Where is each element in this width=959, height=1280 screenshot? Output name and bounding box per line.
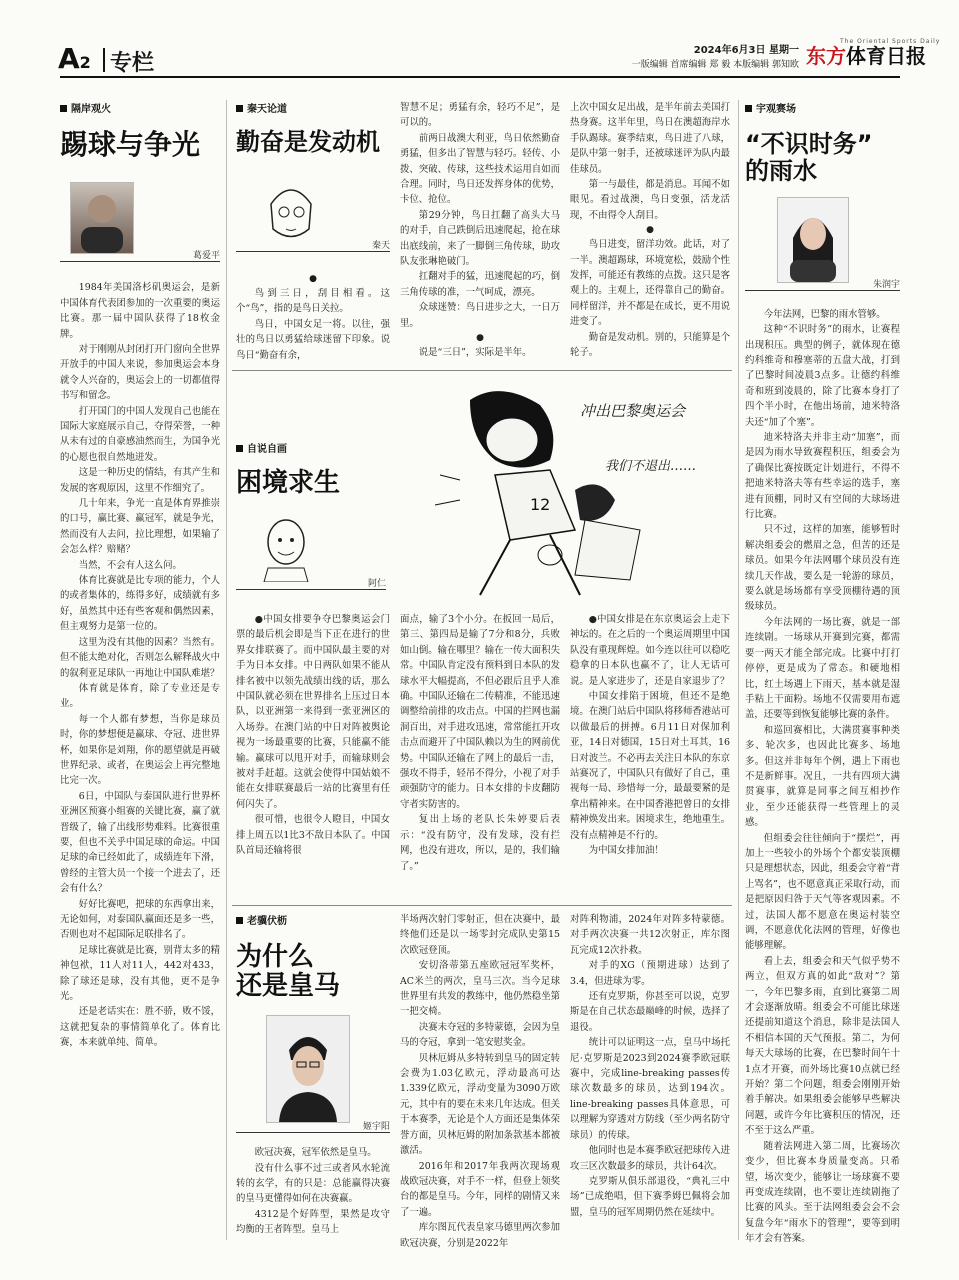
article-body: 1984年美国洛杉矶奥运会，是新中国体育代表团参加的一次重要的奥运比赛。那一届中国队获得了18枚金牌。 对于刚刚从封闭打开门窗向全世界开放手的中国人来说，参加奥运会本身就令人兴奋的，奥运会上的一切都值得书写和留念。 打开国门的中国人发现自己也能在国际大家庭展示自己，夺得荣誉，一种从未有过的自豪感油然而生，为国争光的心愿也很自然地迸发。 这是一种历史的情结，有其产生和发展的客观原因，这里不作细究了。 几十年来，争光一直是体育界推崇的口号，赢比赛、赢冠军，就是争光，然而没有人去问，拉比理想，如果输了会怎么样？赔赌？ 当然，不会有人这么问。 体育比赛就是比专项的能力，个人的或者集体的，练得多好，成绩就有多好，虽然其中还有些客观和偶然因素，但主观努力是第一位的。 这里为没有其他的因素？当然有。但不能太绝对化，否则怎么解释战火中的叙利亚足球队一再地让中国队难堪？ 体育就是体育，除了专业还是专业。 每一个人都有梦想，当你是球员时，你的梦想便是赢球、夺冠、进世界杯，如果你是刘翔，你的愿望就是再破世界纪录、或者，在奥运会上再完整地比完一次。 6日，中国队与泰国队进行世界杯亚洲区预赛小组赛的关键比赛，赢了就晋级了，输了出线形势难料。比赛很重要，但也不关乎中国足球的命运。中国足球的命已经如此了，成绩连年下滑，曾经的主管大员一个接一个进去了，还会有什么？ 好好比赛吧，把球的东西拿出来，无论如何，对泰国队赢面还是多一些，否则也对不起国际足联排名了。 足球比赛就是比赛，别背太多的精神包袱，11人对11人，442对433，除了球还是球，没有其他，更不是争光。 还是老话实在：胜不骄，败不馁，这就把复杂的事情简单化了。体育比赛，本来就单纯、简单。: [60, 282, 220, 1049]
article-title: 为什么 还是皇马: [236, 942, 341, 1002]
column-rain: [745, 100, 900, 1247]
article-body: ●中国女排是在东京奥运会上走下神坛的。在之后的一个奥运周期里中国队没有重现辉煌。如今连以往可以稳吃稳拿的日本队也赢不了，让人无话可说。是人家进步了，还是自家退步了？ 中国女排陷于困境，但还不是绝境。在澳门站后中国队将移师香港站可以做最后的拼搏。6月11日对保加利亚，14日对德国，15日对土耳其，16日对波兰。不必再去关注日本队的东京站赛况了，中国队只有做好了自己，重视每一局、珍惜每一分，最最要紧的是拿出精神来。在中国香港把曾日的女排精神焕发出来。困境求生，绝地重生。没有点精神是不行的。 为中国女排加油！: [570, 614, 730, 857]
section-dot: ●: [309, 273, 317, 284]
column-diligence-cont2: [570, 100, 730, 361]
cartoon-article-part1: [236, 612, 390, 859]
header-date-block: [632, 44, 799, 72]
article-title: “不识时务” 的雨水: [745, 130, 873, 185]
issue-date: 2024年6月3日 星期一: [693, 45, 799, 56]
section-dot: ●: [646, 225, 654, 236]
author-name: 葛爱平: [60, 248, 220, 262]
author-photo: [266, 1015, 350, 1123]
logo-subtitle: The Oriental Sports Daily: [840, 38, 941, 45]
article-body-part2: 智慧不足；勇猛有余，轻巧不足”，是可以的。 前两日战澳大利亚，鸟日依然勤奋勇猛，但多出了智慧与轻巧。轻传、小拨、突破、传球，这些技术运用自如而合理。同时，鸟日还发挥身体的优势，卡位、抢位。 第29分钟，鸟日扛翻了高头大马的对手，自己跌倒后迅速爬起，抢在球出底线前，来了一脚倒三角传球，助攻队友张琳艳破门。 扛翻对手的猛，迅速爬起的巧，倒三角传球的准，一气呵成，漂亮。 众球迷赞：鸟日进步之大，一日万里。 ● 说是“三日”，实际是半年。: [400, 102, 560, 359]
author-sketch: [256, 174, 326, 246]
article-body: 欧冠决赛，冠军依然是皇马。 没有什么事不过三或者风水轮流转的玄学，有的只是：总能赢得决赛的皇马更懂得如何在决赛赢。 4312是个好阵型，果然是攻守均衡的王者阵型。皇马上: [236, 1147, 390, 1236]
article-body: ●中国女排要争夺巴黎奥运会门票的最后机会即是当下正在进行的世界女排联赛了。而中国队最主要的对手为日本女排。中日两队如果不能从排名被中以领先战绩出线的话，那么中国队就必须在世界排名上压过日本队，以亚洲第一来得到一张亚洲区的入场券。在澳门站的中日对阵被舆论视为一场最重要的比赛，只能赢不能输。赢球可以甩开对手，而输球则会被对手赶超。这就会使得中国姑娘不能在女排联赛最后一站的比赛里有任何闪失了。 很可惜，也很令人瞪目，中国女排上周五以1比3不敌日本队了。中国队首局还输将很: [236, 614, 390, 857]
author-photo: [777, 197, 849, 283]
column-tag: 隔岸观火: [60, 100, 220, 115]
column-real-madrid-cont: [400, 912, 560, 1251]
newspaper-logo: 东方体育日报: [806, 44, 926, 68]
author-name: 姬宇阳: [236, 1119, 390, 1133]
section-rule: [232, 370, 732, 371]
page-number: A2: [58, 42, 91, 75]
editors-line: 一版编辑 首席编辑 郑 毅 本版编辑 郭知欧: [631, 60, 799, 70]
column-diligence-cont: [400, 100, 560, 361]
article-body: 半场两次射门零射正，但在决赛中，最终他们还是以一场零封完成队史第15次欧冠登顶。 安切洛蒂第五座欧冠冠军奖杯，AC米兰的两次，皇马三次。当今足球世界里有共发的教练中，他仍然稳坐第一把交椅。 决赛未夺冠的多特蒙德，会因为皇马的夺冠，拿到一笔安慰奖金。 贝林厄姆从多特转到皇马的固定转会费为1.03亿欧元，浮动最高可达1.339亿欧元，浮动变量为3090万欧元，其中有的要在未来几年达成。但关于本赛季，无论是个人方面还是集体荣誉方面，贝林厄姆的附加条款基本都被激活。 2016年和2017年我两次现场观战欧冠决赛，对手不一样，但登上领奖台的都是皇马。今年，同样的剧情又来了一遍。 库尔图瓦代表皇家马德里两次参加欧冠决赛，分别是2022年: [400, 914, 560, 1249]
column-real-madrid: [236, 912, 390, 1238]
column-kicking-and-glory: [60, 100, 220, 1051]
column-tag: 老骥伏枥: [236, 912, 390, 927]
sketch-portrait-icon: [256, 512, 316, 582]
column-tag: 秦天论道: [236, 100, 390, 115]
portrait-icon: [267, 1016, 349, 1122]
column-cartoon-header: [236, 440, 386, 590]
article-body-part3: 上次中国女足出战，是半年前去美国打热身赛。这半年里，鸟日在澳超海岸水手队踢球。赛季结束，鸟日进了八球，是队中第一射手，还被球迷评为队内最佳球员。 第一与最佳，都是消息。耳闻不如眼见。看过战澳，鸟日变强，活龙活现，不由得令人刮目。 ● 鸟日进变，留洋功效。此话，对了一半。澳超踢球，环境宽松，鼓励个性发挥，可能还有教练的点拨。这只是客观上的。主观上，还得靠自己的勤奋。同样留洋，并不都是在成长，更不用说进变了。 勤奋是发动机。别的，只能算是个轮子。: [570, 102, 730, 359]
article-body-part1: 鸟到三日，刮目相看。这个“鸟”，指的是鸟日关拉。 鸟日，中国女足一将。以往，强壮的鸟日以勇猛给球迷留下印象。说鸟日“勤奋有余，: [236, 287, 390, 361]
column-diligence: [236, 100, 390, 363]
cartoon-caption-2: 我们不退出……: [605, 459, 697, 474]
column-separator: [738, 100, 739, 1240]
portrait-icon: [71, 183, 133, 253]
page-header: [0, 0, 959, 80]
column-tag: 宇观赛场: [745, 100, 900, 115]
cartoon-article-part3: [570, 612, 730, 859]
article-title: 勤奋是发动机: [236, 128, 380, 156]
author-name: 秦天: [236, 238, 390, 252]
author-name: 阿仁: [236, 576, 386, 590]
header-divider: [103, 48, 105, 72]
column-tag: 自说自画: [236, 440, 386, 455]
author-name: 朱润宇: [745, 277, 900, 291]
sketch-portrait-icon: [256, 174, 326, 246]
article-title: 踢球与争光: [60, 128, 201, 161]
article-body: 对阵利物浦，2024年对阵多特蒙德。对手两次决赛一共12次射正，库尔图瓦完成12次扑救。 对手的XG（预期进球）达到了3.4，但进球为零。 还有克罗斯，你甚至可以说，克罗斯是在自己状态最巅峰的时候，选择了退役。 统计可以证明这一点，皇马中场托尼·克罗斯是2023到2024赛季欧冠联赛中，完成line-breaking passes传球次数最多的球员，达到194次。line-breaking passes具体意思，可以理解为穿透对方防线（至少两名防守球员）的传球。 他同时也是本赛季欧冠把球传入进攻三区次数最多的球员，共计64次。 克罗斯从俱乐部退役，“典礼三中场”已成绝唱，但下赛季姆巴佩将会加盟，皇马的冠军周期仍然在延续中。: [570, 914, 730, 1218]
column-separator: [226, 100, 227, 1240]
section-dot: ●: [476, 333, 484, 344]
cartoon-article-part2: [400, 612, 560, 874]
article-body: 今年法网，巴黎的雨水管够。 这种“不识时务”的雨水，让赛程出现积压。典型的例子，就体现在德约科维奇和穆塞蒂的五盘大战，打到了巴黎时间凌晨3点多。让德约科维奇和班到凌晨的，除了比赛本身打了四个半小时，在他出场前，迪米特洛夫还“加了个塞”。 迪米特洛夫并非主动“加塞”，而是因为雨水导致赛程积压，组委会为了确保比赛按既定计划进行，不得不把迪米特洛夫等有些幸运的选手，塞进有顶棚，同时又有空间的大球场进行比赛。 只不过，这样的加塞，能够暂时解决组委会的燃眉之急，但苦的还是球员。如果今年法网哪个球员没有连续几天作战，要么是一轮游的球员，要么就是场场都有享受顶棚待遇的顶级球员。 今年法网的一场比赛，就是一部连续剧。一场球从开赛到完赛，都需要一两天才能全部完成。比赛中打打停停，更是成为了常态。和硬地相比，红土场遇上下雨天，基本就是湿手粘上干面粉。场地不仅需要用布遮盖，还要等到恢复能够比赛的条件。 和巡回赛相比，大满贯赛事种类多、轮次多，也因此比赛多、场地多。但这并非每年个例，遇上下雨也不是新鲜事。况且，一共有四项大满贯赛事，就算是同事之间互相抄作业，至少还能获得一些管理上的灵感。 但组委会往往倾向于“摆烂”，再加上一些较小的外场个个都安装顶棚只是理想状态，因此，组委会守着“背上骂名”，也不愿意真正采取行动，而是把原因归咎于天气等客观因素。不过，法国人都不愿意在奥运村装空调，不愿意优化法网的管理，好像也能够理解。 看上去，组委会和天气似乎势不两立，但双方真的如此“敌对”？第一，今年巴黎多雨，直到比赛第二周才会逐渐放晴。组委会不可能比球迷还提前知道这个消息，除非是法国人不相信本国的天气预报。第二，为何每天大球场的比赛，在巴黎时间午十1点才开赛，而外场比赛10点就已经开始？第二个问题，组委会刚刚开始着手解决。如果组委会能够早些解决问题，或许今年比赛积压的情况，还不至于这么严重。 随着法网进入第二周，比赛场次变少，但比赛本身质量变高。只希望，场次变少，能够让一场球赛不要再变成连续剧，也不要让连续剧拖了比赛的风头。至于法网组委会会不会复盘今年“雨水下的管理”，要等到明年才会有答案。: [745, 308, 900, 1245]
article-body: 面点，输了3个小分。在扳回一局后，第三、第四局是输了7分和8分，兵败如山倒。输在哪里？输在一传大面积失常。中国队肯定没有预料到日本队的发球水平大幅提高，不但必跟后且乎人准确。中国队还输在二传精准，不能迅速调整给前排的攻击点。中国的拦网也漏洞百出，对手进攻迅速，常常能扛开攻击点而避开了中国队赖以为生的网前优势。中国队还输在了网上的最后一击，强攻不得手，轻吊不得分，小视了对手顽强防守的能力。日本女排的卡皮翻防守者实防害的。 复出上场的老队长朱婷要后表示：“没有防守，没有发球，没有拦网，也没有进攻，所以，是的，我们输了。”: [400, 614, 560, 872]
section-title: 专栏: [110, 51, 155, 76]
cartoon-illustration: [400, 380, 730, 610]
svg-text:12: 12: [530, 495, 551, 514]
author-sketch: [256, 512, 316, 582]
cartoon-caption-1: 冲出巴黎奥运会: [580, 402, 686, 420]
header-rule: [60, 76, 900, 78]
section-rule: [232, 905, 732, 906]
column-real-madrid-cont2: [570, 912, 730, 1220]
author-photo: [70, 182, 134, 254]
portrait-icon: [778, 198, 848, 282]
article-title: 困境求生: [236, 468, 341, 498]
